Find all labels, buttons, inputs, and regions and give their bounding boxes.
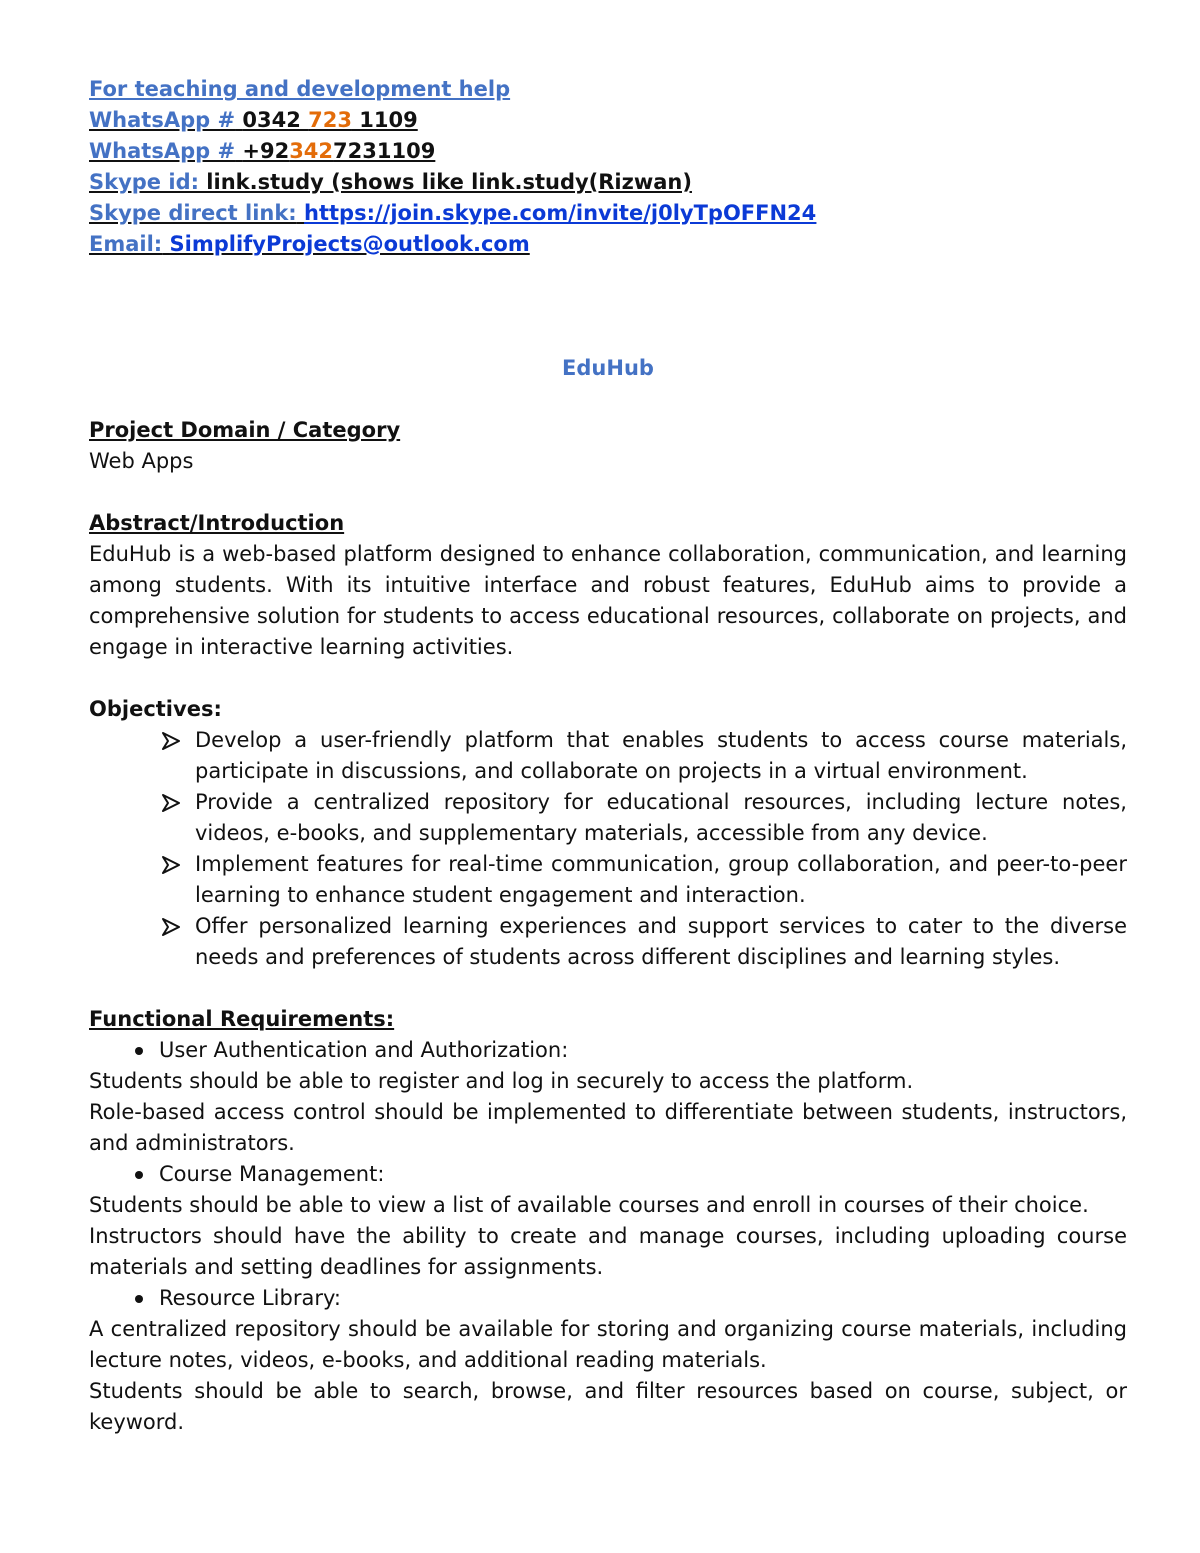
objectives-heading: Objectives: xyxy=(89,697,222,721)
requirement-line: Students should be able to register and log in securely to access the platform. xyxy=(89,1069,914,1093)
spacer xyxy=(89,477,1127,508)
skype-id-value: link.study (shows like link.study(Rizwan) xyxy=(199,170,692,194)
whatsapp-number-part: 7231109 xyxy=(333,139,436,163)
functional-requirements-heading: Functional Requirements: xyxy=(89,1007,395,1031)
objective-item xyxy=(160,849,1127,911)
objective-text: Provide a centralized repository for educational resources, including lecture notes, videos, e-books, and supplementary materials, accessible from any device. xyxy=(195,790,1127,845)
skype-link-label: Skype direct link: xyxy=(89,201,297,225)
requirement-title-text: Course Management: xyxy=(159,1162,385,1186)
objective-item xyxy=(160,725,1127,787)
requirement-line: A centralized repository should be available for storing and organizing course materials, including lecture notes, videos, e-books, and additional reading materials. xyxy=(89,1317,1127,1372)
email-line xyxy=(89,229,1127,260)
requirement-bullet xyxy=(89,1283,1127,1314)
skype-link-line xyxy=(89,198,1127,229)
bullet-dot-icon xyxy=(135,1171,143,1179)
whatsapp-line-1 xyxy=(89,105,1127,136)
bullet-dot-icon xyxy=(135,1295,143,1303)
domain-heading: Project Domain / Category xyxy=(89,418,401,442)
arrow-bullet-icon xyxy=(160,911,182,942)
bullet-dot-icon xyxy=(135,1047,143,1055)
arrow-bullet-icon xyxy=(160,725,182,756)
requirement-title-text: User Authentication and Authorization: xyxy=(159,1038,569,1062)
whatsapp-label: WhatsApp # xyxy=(89,108,236,132)
email-link[interactable]: SimplifyProjects@outlook.com xyxy=(169,232,530,256)
whatsapp-number-part: 723 xyxy=(308,108,352,132)
spacer xyxy=(89,973,1127,1004)
requirement-bullet xyxy=(89,1159,1127,1190)
domain-value: Web Apps xyxy=(89,449,194,473)
skype-id-line xyxy=(89,167,1127,198)
requirement-line: Instructors should have the ability to create and manage courses, including uploading course materials and setting deadlines for assignments. xyxy=(89,1224,1127,1279)
requirement-title xyxy=(135,1159,1127,1190)
objective-text: Implement features for real-time communication, group collaboration, and peer-to-peer learning to enhance student engagement and interaction. xyxy=(195,852,1127,907)
spacer xyxy=(89,322,1127,353)
objective-text: Develop a user-friendly platform that enables students to access course materials, participate in discussions, and collaborate on projects in a virtual environment. xyxy=(195,728,1127,783)
requirement-line: Students should be able to search, browse, and filter resources based on course, subject, or keyword. xyxy=(89,1379,1127,1434)
requirement-bullet xyxy=(89,1035,1127,1066)
requirement-title xyxy=(135,1035,1127,1066)
whatsapp-number-part: 0342 xyxy=(242,108,309,132)
spacer xyxy=(89,663,1127,694)
requirement-title xyxy=(135,1283,1127,1314)
requirement-line: Role-based access control should be implemented to differentiate between students, instructors, and administrators. xyxy=(89,1100,1127,1155)
contact-block xyxy=(89,74,1127,260)
objectives-list xyxy=(89,725,1127,973)
requirement-line: Students should be able to view a list of available courses and enroll in courses of their choice. xyxy=(89,1193,1089,1217)
requirement-title-text: Resource Library: xyxy=(159,1286,341,1310)
arrow-bullet-icon xyxy=(160,849,182,880)
skype-id-label: Skype id: xyxy=(89,170,199,194)
spacer xyxy=(89,260,1127,322)
arrow-bullet-icon xyxy=(160,787,182,818)
whatsapp-number-part: +92 xyxy=(242,139,290,163)
document-title: EduHub xyxy=(562,356,654,380)
objective-item xyxy=(160,787,1127,849)
abstract-heading: Abstract/Introduction xyxy=(89,511,345,535)
objective-text: Offer personalized learning experiences and support services to cater to the diverse needs and preferences of students across different disciplines and learning styles. xyxy=(195,914,1127,969)
objective-item xyxy=(160,911,1127,973)
whatsapp-number-part: 342 xyxy=(289,139,334,163)
spacer xyxy=(89,384,1127,415)
help-line: For teaching and development help xyxy=(89,77,511,101)
whatsapp-label: WhatsApp # xyxy=(89,139,236,163)
skype-direct-link[interactable]: https://join.skype.com/invite/j0lyTpOFFN24 xyxy=(304,201,817,225)
abstract-text: EduHub is a web-based platform designed to enhance collaboration, communication, and learning among students. With its intuitive interface and robust features, EduHub aims to provide a comprehensive solution for students to access educational resources, collaborate on projects, and engage in interactive learning activities. xyxy=(89,542,1127,659)
whatsapp-number-part: 1109 xyxy=(351,108,418,132)
email-label: Email: xyxy=(89,232,163,256)
whatsapp-line-2 xyxy=(89,136,1127,167)
document-content xyxy=(89,74,1127,1438)
